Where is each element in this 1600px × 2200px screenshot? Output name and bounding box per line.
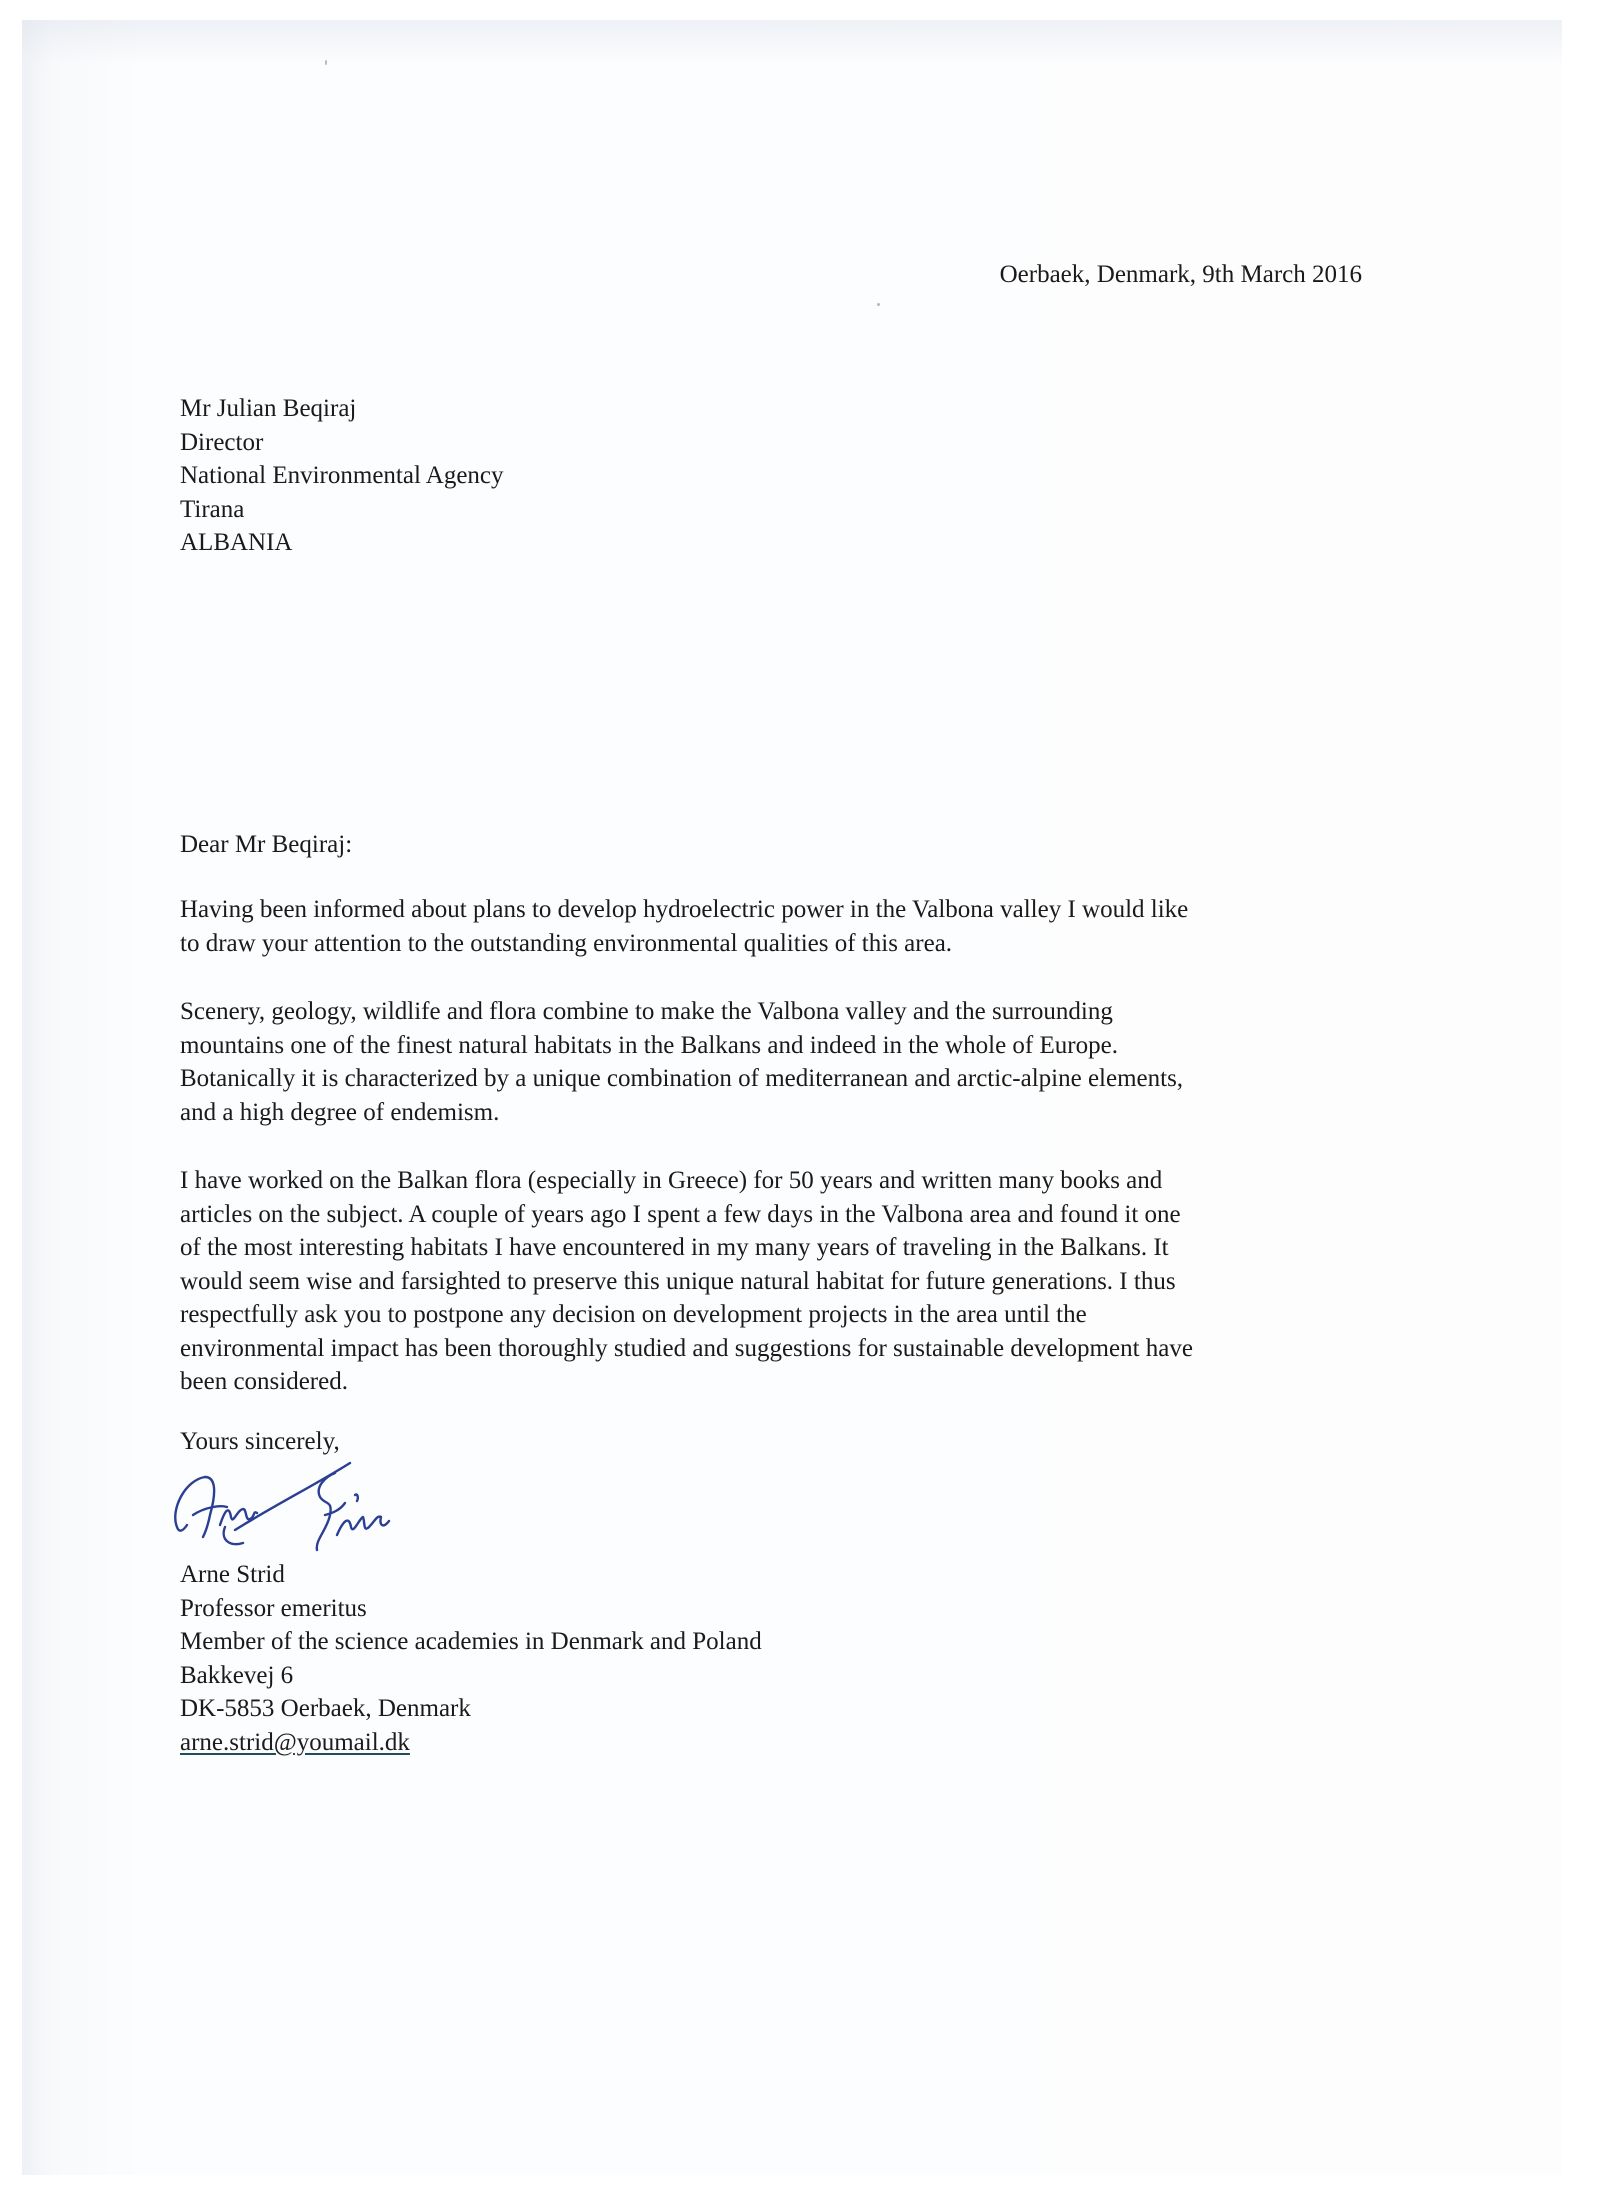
paragraph-line: I have worked on the Balkan flora (especially in Greece) for 50 years and written many books and <box>180 1167 1163 1194</box>
paragraph-line: been considered. <box>180 1368 348 1395</box>
paragraph-line: Botanically it is characterized by a unique combination of mediterranean and arctic-alpine elements, <box>180 1065 1184 1092</box>
recipient-organization: National Environmental Agency <box>180 462 504 489</box>
paragraph-line: would seem wise and farsighted to preserve this unique natural habitat for future generations. I thus <box>180 1267 1176 1295</box>
sender-affiliation: Member of the science academies in Denmark and Poland <box>180 1628 762 1655</box>
closing-line: Yours sincerely, <box>180 1428 340 1455</box>
sender-city: DK-5853 Oerbaek, Denmark <box>180 1695 471 1722</box>
paragraph-line: of the most interesting habitats I have encountered in my many years of traveling in the Balkans. It <box>180 1234 1169 1261</box>
body-paragraph-2 <box>180 995 1360 1129</box>
body-paragraph-3 <box>180 1164 1360 1399</box>
paragraph-line: mountains one of the finest natural habitats in the Balkans and indeed in the whole of Europe. <box>180 1031 1118 1059</box>
recipient-name: Mr Julian Beqiraj <box>180 395 357 422</box>
paragraph-line: Scenery, geology, wildlife and flora combine to make the Valbona valley and the surrounding <box>180 998 1113 1025</box>
recipient-title: Director <box>180 428 264 456</box>
salutation: Dear Mr Beqiraj: <box>180 831 353 858</box>
paragraph-line: articles on the subject. A couple of years ago I spent a few days in the Valbona area and found it one <box>180 1200 1181 1228</box>
paragraph-line: and a high degree of endemism. <box>180 1098 500 1126</box>
sender-signature-block <box>180 1558 1360 1759</box>
paragraph-line: environmental impact has been thoroughly studied and suggestions for sustainable development have <box>180 1334 1193 1362</box>
recipient-city: Tirana <box>180 495 245 523</box>
paragraph-line: Having been informed about plans to develop hydroelectric power in the Valbona valley I would like <box>180 896 1189 923</box>
recipient-address-block <box>180 392 1360 560</box>
sender-street: Bakkevej 6 <box>180 1661 294 1689</box>
sender-title: Professor emeritus <box>180 1594 367 1622</box>
sender-email-link[interactable]: arne.strid@youmail.dk <box>180 1728 410 1756</box>
handwritten-signature-icon <box>165 1455 415 1565</box>
sender-name: Arne Strid <box>180 1561 285 1588</box>
paragraph-line: respectfully ask you to postpone any decision on development projects in the area until the <box>180 1301 1087 1328</box>
letter-date-line: Oerbaek, Denmark, 9th March 2016 <box>999 261 1362 288</box>
body-paragraph-1 <box>180 893 1360 960</box>
recipient-country: ALBANIA <box>180 529 293 556</box>
paragraph-line: to draw your attention to the outstanding environmental qualities of this area. <box>180 929 953 957</box>
